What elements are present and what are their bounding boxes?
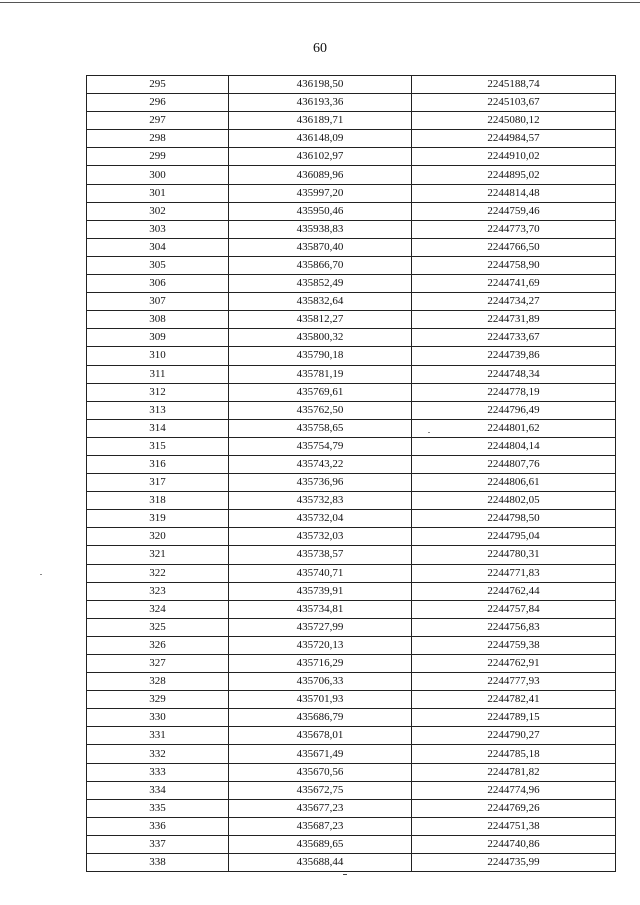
table-row <box>87 600 616 618</box>
table-row <box>87 745 616 763</box>
x-coordinate-cell: 435734,81 <box>229 600 412 618</box>
table-row <box>87 691 616 709</box>
point-number-cell: 321 <box>87 546 229 564</box>
scan-speck <box>428 432 430 433</box>
point-number-cell: 338 <box>87 854 229 872</box>
table-row <box>87 492 616 510</box>
table-row <box>87 347 616 365</box>
point-number-cell: 335 <box>87 799 229 817</box>
point-number-cell: 330 <box>87 709 229 727</box>
table-row <box>87 184 616 202</box>
y-coordinate-cell: 2244771,83 <box>412 564 616 582</box>
table-row <box>87 94 616 112</box>
point-number-cell: 334 <box>87 781 229 799</box>
y-coordinate-cell: 2244785,18 <box>412 745 616 763</box>
table-row <box>87 293 616 311</box>
table-row <box>87 112 616 130</box>
x-coordinate-cell: 436148,09 <box>229 130 412 148</box>
x-coordinate-cell: 435938,83 <box>229 220 412 238</box>
table-row <box>87 238 616 256</box>
table-row <box>87 655 616 673</box>
point-number-cell: 310 <box>87 347 229 365</box>
point-number-cell: 333 <box>87 763 229 781</box>
y-coordinate-cell: 2244748,34 <box>412 365 616 383</box>
point-number-cell: 317 <box>87 474 229 492</box>
x-coordinate-cell: 436193,36 <box>229 94 412 112</box>
point-number-cell: 304 <box>87 238 229 256</box>
point-number-cell: 298 <box>87 130 229 148</box>
point-number-cell: 299 <box>87 148 229 166</box>
point-number-cell: 295 <box>87 76 229 94</box>
point-number-cell: 305 <box>87 256 229 274</box>
x-coordinate-cell: 435740,71 <box>229 564 412 582</box>
y-coordinate-cell: 2244762,44 <box>412 582 616 600</box>
y-coordinate-cell: 2244781,82 <box>412 763 616 781</box>
y-coordinate-cell: 2244777,93 <box>412 673 616 691</box>
x-coordinate-cell: 435870,40 <box>229 238 412 256</box>
point-number-cell: 303 <box>87 220 229 238</box>
table-row <box>87 817 616 835</box>
x-coordinate-cell: 435720,13 <box>229 636 412 654</box>
y-coordinate-cell: 2244731,89 <box>412 311 616 329</box>
x-coordinate-cell: 435812,27 <box>229 311 412 329</box>
y-coordinate-cell: 2245080,12 <box>412 112 616 130</box>
table-row <box>87 256 616 274</box>
y-coordinate-cell: 2244773,70 <box>412 220 616 238</box>
x-coordinate-cell: 435950,46 <box>229 202 412 220</box>
scan-speck <box>40 574 42 575</box>
y-coordinate-cell: 2244782,41 <box>412 691 616 709</box>
x-coordinate-cell: 435678,01 <box>229 727 412 745</box>
y-coordinate-cell: 2244804,14 <box>412 437 616 455</box>
point-number-cell: 308 <box>87 311 229 329</box>
x-coordinate-cell: 435758,65 <box>229 419 412 437</box>
x-coordinate-cell: 435716,29 <box>229 655 412 673</box>
point-number-cell: 315 <box>87 437 229 455</box>
y-coordinate-cell: 2244751,38 <box>412 817 616 835</box>
point-number-cell: 306 <box>87 275 229 293</box>
point-number-cell: 316 <box>87 455 229 473</box>
x-coordinate-cell: 435832,64 <box>229 293 412 311</box>
table-row <box>87 166 616 184</box>
table-row <box>87 781 616 799</box>
x-coordinate-cell: 436198,50 <box>229 76 412 94</box>
y-coordinate-cell: 2244789,15 <box>412 709 616 727</box>
point-number-cell: 307 <box>87 293 229 311</box>
point-number-cell: 322 <box>87 564 229 582</box>
y-coordinate-cell: 2244796,49 <box>412 401 616 419</box>
point-number-cell: 297 <box>87 112 229 130</box>
table-row <box>87 618 616 636</box>
point-number-cell: 301 <box>87 184 229 202</box>
table-row <box>87 275 616 293</box>
table-row <box>87 636 616 654</box>
table-row <box>87 455 616 473</box>
point-number-cell: 314 <box>87 419 229 437</box>
y-coordinate-cell: 2244780,31 <box>412 546 616 564</box>
x-coordinate-cell: 435686,79 <box>229 709 412 727</box>
x-coordinate-cell: 435769,61 <box>229 383 412 401</box>
point-number-cell: 329 <box>87 691 229 709</box>
x-coordinate-cell: 435739,91 <box>229 582 412 600</box>
table-row <box>87 673 616 691</box>
y-coordinate-cell: 2244762,91 <box>412 655 616 673</box>
y-coordinate-cell: 2244756,83 <box>412 618 616 636</box>
point-number-cell: 324 <box>87 600 229 618</box>
y-coordinate-cell: 2244734,27 <box>412 293 616 311</box>
point-number-cell: 300 <box>87 166 229 184</box>
y-coordinate-cell: 2244757,84 <box>412 600 616 618</box>
point-number-cell: 327 <box>87 655 229 673</box>
point-number-cell: 332 <box>87 745 229 763</box>
table-row <box>87 76 616 94</box>
point-number-cell: 325 <box>87 618 229 636</box>
x-coordinate-cell: 435687,23 <box>229 817 412 835</box>
table-row <box>87 709 616 727</box>
point-number-cell: 313 <box>87 401 229 419</box>
y-coordinate-cell: 2244733,67 <box>412 329 616 347</box>
x-coordinate-cell: 435754,79 <box>229 437 412 455</box>
x-coordinate-cell: 435671,49 <box>229 745 412 763</box>
table-row <box>87 383 616 401</box>
x-coordinate-cell: 436102,97 <box>229 148 412 166</box>
y-coordinate-cell: 2244758,90 <box>412 256 616 274</box>
x-coordinate-cell: 435732,03 <box>229 528 412 546</box>
y-coordinate-cell: 2244802,05 <box>412 492 616 510</box>
table-row <box>87 564 616 582</box>
table-row <box>87 510 616 528</box>
x-coordinate-cell: 435689,65 <box>229 835 412 853</box>
y-coordinate-cell: 2245103,67 <box>412 94 616 112</box>
point-number-cell: 311 <box>87 365 229 383</box>
footer-mark <box>343 874 347 875</box>
x-coordinate-cell: 435743,22 <box>229 455 412 473</box>
point-number-cell: 328 <box>87 673 229 691</box>
x-coordinate-cell: 435732,04 <box>229 510 412 528</box>
x-coordinate-cell: 435800,32 <box>229 329 412 347</box>
x-coordinate-cell: 435790,18 <box>229 347 412 365</box>
point-number-cell: 318 <box>87 492 229 510</box>
x-coordinate-cell: 435701,93 <box>229 691 412 709</box>
y-coordinate-cell: 2244910,02 <box>412 148 616 166</box>
x-coordinate-cell: 435732,83 <box>229 492 412 510</box>
table-row <box>87 546 616 564</box>
x-coordinate-cell: 435706,33 <box>229 673 412 691</box>
point-number-cell: 331 <box>87 727 229 745</box>
y-coordinate-cell: 2244984,57 <box>412 130 616 148</box>
x-coordinate-cell: 435672,75 <box>229 781 412 799</box>
y-coordinate-cell: 2244739,86 <box>412 347 616 365</box>
x-coordinate-cell: 435866,70 <box>229 256 412 274</box>
x-coordinate-cell: 435997,20 <box>229 184 412 202</box>
y-coordinate-cell: 2244807,76 <box>412 455 616 473</box>
x-coordinate-cell: 435852,49 <box>229 275 412 293</box>
table-row <box>87 763 616 781</box>
y-coordinate-cell: 2244795,04 <box>412 528 616 546</box>
table-row <box>87 799 616 817</box>
table-row <box>87 419 616 437</box>
y-coordinate-cell: 2244759,46 <box>412 202 616 220</box>
table-row <box>87 727 616 745</box>
x-coordinate-cell: 436089,96 <box>229 166 412 184</box>
coordinates-table <box>86 75 616 872</box>
coordinates-table-body <box>87 76 616 872</box>
point-number-cell: 302 <box>87 202 229 220</box>
y-coordinate-cell: 2244895,02 <box>412 166 616 184</box>
x-coordinate-cell: 435677,23 <box>229 799 412 817</box>
table-row <box>87 401 616 419</box>
table-row <box>87 311 616 329</box>
y-coordinate-cell: 2244769,26 <box>412 799 616 817</box>
x-coordinate-cell: 435781,19 <box>229 365 412 383</box>
y-coordinate-cell: 2244801,62 <box>412 419 616 437</box>
x-coordinate-cell: 435670,56 <box>229 763 412 781</box>
page-number: 60 <box>313 41 327 56</box>
y-coordinate-cell: 2244790,27 <box>412 727 616 745</box>
x-coordinate-cell: 436189,71 <box>229 112 412 130</box>
y-coordinate-cell: 2244740,86 <box>412 835 616 853</box>
point-number-cell: 296 <box>87 94 229 112</box>
point-number-cell: 312 <box>87 383 229 401</box>
table-row <box>87 202 616 220</box>
table-row <box>87 582 616 600</box>
table-row <box>87 528 616 546</box>
y-coordinate-cell: 2244806,61 <box>412 474 616 492</box>
point-number-cell: 319 <box>87 510 229 528</box>
table-row <box>87 148 616 166</box>
y-coordinate-cell: 2244766,50 <box>412 238 616 256</box>
y-coordinate-cell: 2245188,74 <box>412 76 616 94</box>
x-coordinate-cell: 435727,99 <box>229 618 412 636</box>
x-coordinate-cell: 435762,50 <box>229 401 412 419</box>
y-coordinate-cell: 2244774,96 <box>412 781 616 799</box>
table-row <box>87 130 616 148</box>
table-row <box>87 854 616 872</box>
table-row <box>87 220 616 238</box>
table-row <box>87 835 616 853</box>
y-coordinate-cell: 2244778,19 <box>412 383 616 401</box>
point-number-cell: 309 <box>87 329 229 347</box>
point-number-cell: 337 <box>87 835 229 853</box>
point-number-cell: 326 <box>87 636 229 654</box>
table-row <box>87 474 616 492</box>
scan-edge-line <box>0 2 640 3</box>
x-coordinate-cell: 435688,44 <box>229 854 412 872</box>
y-coordinate-cell: 2244741,69 <box>412 275 616 293</box>
table-row <box>87 365 616 383</box>
y-coordinate-cell: 2244735,99 <box>412 854 616 872</box>
point-number-cell: 336 <box>87 817 229 835</box>
point-number-cell: 320 <box>87 528 229 546</box>
x-coordinate-cell: 435738,57 <box>229 546 412 564</box>
y-coordinate-cell: 2244798,50 <box>412 510 616 528</box>
table-row <box>87 437 616 455</box>
x-coordinate-cell: 435736,96 <box>229 474 412 492</box>
y-coordinate-cell: 2244759,38 <box>412 636 616 654</box>
point-number-cell: 323 <box>87 582 229 600</box>
table-row <box>87 329 616 347</box>
y-coordinate-cell: 2244814,48 <box>412 184 616 202</box>
